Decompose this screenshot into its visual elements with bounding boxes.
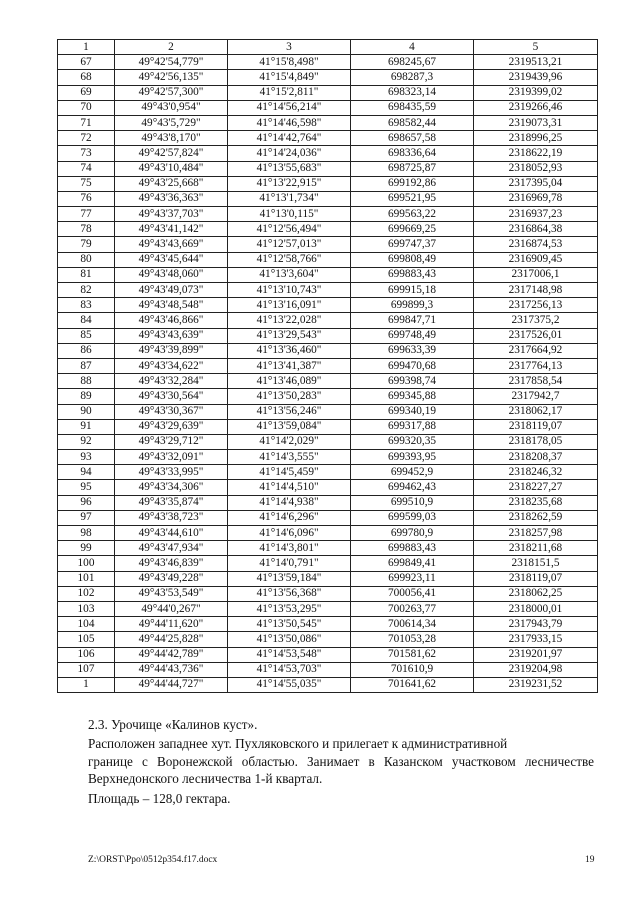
table-cell: 79 (58, 237, 115, 252)
table-row (58, 389, 598, 404)
table-cell: 699780,9 (351, 526, 474, 541)
table-cell: 69 (58, 85, 115, 100)
table-cell: 84 (58, 313, 115, 328)
table-cell: 49°43'48,548" (115, 298, 228, 313)
coordinates-table (57, 39, 598, 693)
table-cell: 49°43'43,639" (115, 328, 228, 343)
table-cell: 699849,41 (351, 556, 474, 571)
coordinates-table-body (58, 40, 598, 693)
table-cell: 49°42'57,300" (115, 85, 228, 100)
table-cell: 49°43'32,091" (115, 450, 228, 465)
table-cell: 2318119,07 (474, 419, 598, 434)
table-row (58, 571, 598, 586)
table-cell: 41°13'53,295" (228, 601, 351, 616)
table-cell: 699899,3 (351, 298, 474, 313)
table-cell: 41°14'55,035" (228, 677, 351, 692)
table-cell: 41°12'57,013" (228, 237, 351, 252)
table-cell: 49°44'25,828" (115, 632, 228, 647)
table-cell: 41°14'5,459" (228, 465, 351, 480)
table-cell: 41°13'1,734" (228, 191, 351, 206)
table-cell: 2318996,25 (474, 131, 598, 146)
table-cell: 2318227,27 (474, 480, 598, 495)
table-cell: 41°12'58,766" (228, 252, 351, 267)
table-row (58, 617, 598, 632)
table-cell: 41°13'10,743" (228, 283, 351, 298)
table-row (58, 450, 598, 465)
table-cell: 41°13'36,460" (228, 343, 351, 358)
table-cell: 698323,14 (351, 85, 474, 100)
table-cell: 72 (58, 131, 115, 146)
table-cell: 106 (58, 647, 115, 662)
table-row (58, 434, 598, 449)
table-row (58, 358, 598, 373)
table-row (58, 419, 598, 434)
table-cell: 699470,68 (351, 358, 474, 373)
table-row (58, 313, 598, 328)
table-row (58, 100, 598, 115)
table-cell: 41°13'16,091" (228, 298, 351, 313)
table-cell: 41°14'3,801" (228, 541, 351, 556)
footer-page-number: 19 (585, 855, 595, 865)
table-cell: 73 (58, 146, 115, 161)
table-cell: 49°43'29,639" (115, 419, 228, 434)
table-cell: 49°43'49,073" (115, 283, 228, 298)
table-cell: 701610,9 (351, 662, 474, 677)
table-cell: 699633,39 (351, 343, 474, 358)
table-cell: 49°43'25,668" (115, 176, 228, 191)
table-cell: 2317148,98 (474, 283, 598, 298)
table-cell: 2318257,98 (474, 526, 598, 541)
table-cell: 699320,35 (351, 434, 474, 449)
table-row (58, 70, 598, 85)
table-cell: 82 (58, 283, 115, 298)
table-cell: 2318000,01 (474, 601, 598, 616)
table-cell: 699599,03 (351, 510, 474, 525)
table-cell: 49°43'43,669" (115, 237, 228, 252)
table-cell: 90 (58, 404, 115, 419)
table-cell: 49°43'46,866" (115, 313, 228, 328)
table-cell: 2317006,1 (474, 267, 598, 282)
table-row (58, 328, 598, 343)
table-cell: 2317395,04 (474, 176, 598, 191)
table-cell: 49°42'54,779" (115, 55, 228, 70)
table-cell: 2317526,01 (474, 328, 598, 343)
table-row (58, 298, 598, 313)
table-cell: 103 (58, 601, 115, 616)
header-cell: 2 (115, 40, 228, 55)
table-cell: 49°43'33,995" (115, 465, 228, 480)
table-cell: 49°42'56,135" (115, 70, 228, 85)
table-cell: 698336,64 (351, 146, 474, 161)
table-cell: 41°14'4,938" (228, 495, 351, 510)
table-cell: 2317664,92 (474, 343, 598, 358)
table-row (58, 131, 598, 146)
table-cell: 699510,9 (351, 495, 474, 510)
table-row (58, 55, 598, 70)
table-row (58, 480, 598, 495)
table-cell: 2316937,23 (474, 207, 598, 222)
table-cell: 2316969,78 (474, 191, 598, 206)
table-cell: 699748,49 (351, 328, 474, 343)
table-cell: 2317858,54 (474, 374, 598, 389)
table-cell: 699883,43 (351, 541, 474, 556)
table-cell: 49°43'38,723" (115, 510, 228, 525)
table-cell: 699462,43 (351, 480, 474, 495)
table-cell: 699808,49 (351, 252, 474, 267)
table-cell: 41°13'29,543" (228, 328, 351, 343)
table-row (58, 267, 598, 282)
table-cell: 49°43'53,549" (115, 586, 228, 601)
table-cell: 101 (58, 571, 115, 586)
header-cell: 4 (351, 40, 474, 55)
table-cell: 81 (58, 267, 115, 282)
table-cell: 41°14'2,029" (228, 434, 351, 449)
table-cell: 2318262,59 (474, 510, 598, 525)
table-row (58, 647, 598, 662)
table-cell: 701641,62 (351, 677, 474, 692)
table-cell: 41°14'0,791" (228, 556, 351, 571)
table-cell: 41°14'46,598" (228, 115, 351, 130)
table-cell: 701581,62 (351, 647, 474, 662)
section-heading: 2.3. Урочище «Калинов куст». (88, 717, 258, 732)
table-cell: 67 (58, 55, 115, 70)
table-cell: 41°13'50,086" (228, 632, 351, 647)
table-row (58, 662, 598, 677)
table-cell: 49°43'39,899" (115, 343, 228, 358)
table-cell: 2318211,68 (474, 541, 598, 556)
table-cell: 49°43'34,622" (115, 358, 228, 373)
table-cell: 41°13'56,246" (228, 404, 351, 419)
paragraph-rest: границе с Воронежской областью. Занимает в Казанском участковом лесничестве Верхнедонского лесничества 1-й квартал. (88, 753, 594, 786)
table-cell: 100 (58, 556, 115, 571)
table-cell: 2318246,32 (474, 465, 598, 480)
table-cell: 41°13'55,683" (228, 161, 351, 176)
table-cell: 2318062,17 (474, 404, 598, 419)
table-cell: 2319266,46 (474, 100, 598, 115)
table-cell: 41°14'42,764" (228, 131, 351, 146)
header-cell: 5 (474, 40, 598, 55)
table-cell: 83 (58, 298, 115, 313)
table-cell: 2318151,5 (474, 556, 598, 571)
table-cell: 49°43'32,284" (115, 374, 228, 389)
table-cell: 49°43'30,367" (115, 404, 228, 419)
table-cell: 41°14'56,214" (228, 100, 351, 115)
table-cell: 49°43'36,363" (115, 191, 228, 206)
table-cell: 78 (58, 222, 115, 237)
table-cell: 699393,95 (351, 450, 474, 465)
table-cell: 96 (58, 495, 115, 510)
table-cell: 2318052,93 (474, 161, 598, 176)
table-row (58, 374, 598, 389)
table-cell: 41°14'24,036" (228, 146, 351, 161)
table-cell: 102 (58, 586, 115, 601)
table-row (58, 343, 598, 358)
description-paragraph (88, 735, 594, 788)
table-row (58, 465, 598, 480)
table-cell: 92 (58, 434, 115, 449)
table-cell: 699192,86 (351, 176, 474, 191)
table-cell: 2319201,97 (474, 647, 598, 662)
table-cell: 49°43'45,644" (115, 252, 228, 267)
table-cell: 698657,58 (351, 131, 474, 146)
table-cell: 104 (58, 617, 115, 632)
table-row (58, 283, 598, 298)
table-cell: 699340,19 (351, 404, 474, 419)
table-row (58, 677, 598, 692)
table-cell: 1 (58, 677, 115, 692)
table-cell: 2318119,07 (474, 571, 598, 586)
table-cell: 49°43'5,729" (115, 115, 228, 130)
table-cell: 49°44'0,267" (115, 601, 228, 616)
table-cell: 49°43'30,564" (115, 389, 228, 404)
table-cell: 2317942,7 (474, 389, 598, 404)
table-cell: 698287,3 (351, 70, 474, 85)
table-cell: 105 (58, 632, 115, 647)
table-cell: 700056,41 (351, 586, 474, 601)
table-cell: 698435,59 (351, 100, 474, 115)
table-cell: 41°15'2,811" (228, 85, 351, 100)
table-row (58, 526, 598, 541)
table-cell: 2319399,02 (474, 85, 598, 100)
table-row (58, 404, 598, 419)
table-row (58, 222, 598, 237)
table-cell: 41°13'0,115" (228, 207, 351, 222)
table-cell: 87 (58, 358, 115, 373)
table-row (58, 146, 598, 161)
table-cell: 699883,43 (351, 267, 474, 282)
table-cell: 41°13'41,387" (228, 358, 351, 373)
table-cell: 49°44'42,789" (115, 647, 228, 662)
table-cell: 699923,11 (351, 571, 474, 586)
table-row (58, 207, 598, 222)
table-cell: 699563,22 (351, 207, 474, 222)
table-cell: 41°13'50,545" (228, 617, 351, 632)
table-cell: 89 (58, 389, 115, 404)
table-cell: 699345,88 (351, 389, 474, 404)
table-cell: 41°13'22,028" (228, 313, 351, 328)
table-cell: 699915,18 (351, 283, 474, 298)
table-cell: 2317375,2 (474, 313, 598, 328)
table-cell: 95 (58, 480, 115, 495)
table-cell: 41°13'59,084" (228, 419, 351, 434)
table-cell: 86 (58, 343, 115, 358)
table-row (58, 495, 598, 510)
table-cell: 41°13'59,184" (228, 571, 351, 586)
table-cell: 49°43'8,170" (115, 131, 228, 146)
table-cell: 71 (58, 115, 115, 130)
table-cell: 698245,67 (351, 55, 474, 70)
table-cell: 41°13'3,604" (228, 267, 351, 282)
table-cell: 49°43'49,228" (115, 571, 228, 586)
table-row (58, 191, 598, 206)
table-row (58, 237, 598, 252)
table-cell: 41°15'8,498" (228, 55, 351, 70)
table-row (58, 176, 598, 191)
table-cell: 49°43'29,712" (115, 434, 228, 449)
table-cell: 68 (58, 70, 115, 85)
table-cell: 41°14'6,296" (228, 510, 351, 525)
table-cell: 699747,37 (351, 237, 474, 252)
table-cell: 2318208,37 (474, 450, 598, 465)
table-row (58, 510, 598, 525)
table-cell: 2317943,79 (474, 617, 598, 632)
table-cell: 41°12'56,494" (228, 222, 351, 237)
table-cell: 41°15'4,849" (228, 70, 351, 85)
table-cell: 49°43'46,839" (115, 556, 228, 571)
table-cell: 49°43'0,954" (115, 100, 228, 115)
table-cell: 699452,9 (351, 465, 474, 480)
table-cell: 700614,34 (351, 617, 474, 632)
table-cell: 2317933,15 (474, 632, 598, 647)
table-cell: 2319231,52 (474, 677, 598, 692)
table-row (58, 632, 598, 647)
table-cell: 80 (58, 252, 115, 267)
table-cell: 49°43'10,484" (115, 161, 228, 176)
header-cell: 1 (58, 40, 115, 55)
table-cell: 88 (58, 374, 115, 389)
table-cell: 2318235,68 (474, 495, 598, 510)
table-cell: 698582,44 (351, 115, 474, 130)
table-cell: 2316909,45 (474, 252, 598, 267)
table-cell: 49°43'35,874" (115, 495, 228, 510)
table-cell: 49°44'11,620" (115, 617, 228, 632)
table-cell: 699847,71 (351, 313, 474, 328)
table-cell: 2317764,13 (474, 358, 598, 373)
table-cell: 93 (58, 450, 115, 465)
table-cell: 2316874,53 (474, 237, 598, 252)
table-cell: 49°43'48,060" (115, 267, 228, 282)
footer-file-path: Z:\ORST\Ppo\0512p354.f17.docx (88, 855, 218, 865)
table-cell: 699521,95 (351, 191, 474, 206)
table-cell: 41°13'50,283" (228, 389, 351, 404)
table-cell: 700263,77 (351, 601, 474, 616)
table-cell: 49°43'44,610" (115, 526, 228, 541)
table-cell: 97 (58, 510, 115, 525)
table-cell: 85 (58, 328, 115, 343)
table-cell: 699669,25 (351, 222, 474, 237)
table-cell: 107 (58, 662, 115, 677)
table-cell: 2318622,19 (474, 146, 598, 161)
table-row (58, 252, 598, 267)
table-cell: 2317256,13 (474, 298, 598, 313)
table-cell: 77 (58, 207, 115, 222)
table-row (58, 115, 598, 130)
area-text: Площадь – 128,0 гектара. (88, 791, 231, 806)
table-cell: 699317,88 (351, 419, 474, 434)
table-cell: 91 (58, 419, 115, 434)
table-cell: 75 (58, 176, 115, 191)
table-cell: 49°44'44,727" (115, 677, 228, 692)
table-cell: 41°14'53,703" (228, 662, 351, 677)
table-row (58, 161, 598, 176)
table-cell: 49°43'41,142" (115, 222, 228, 237)
table-cell: 698725,87 (351, 161, 474, 176)
table-row (58, 85, 598, 100)
paragraph-first-line: Расположен западнее хут. Пухляковского и прилегает к административной (88, 736, 508, 751)
table-cell: 2319204,98 (474, 662, 598, 677)
table-cell: 41°13'46,089" (228, 374, 351, 389)
table-row (58, 586, 598, 601)
table-cell: 2319073,31 (474, 115, 598, 130)
table-cell: 2318062,25 (474, 586, 598, 601)
table-cell: 49°43'34,306" (115, 480, 228, 495)
table-row (58, 541, 598, 556)
table-cell: 94 (58, 465, 115, 480)
table-row (58, 601, 598, 616)
table-cell: 41°14'53,548" (228, 647, 351, 662)
table-cell: 76 (58, 191, 115, 206)
table-cell: 2319439,96 (474, 70, 598, 85)
table-cell: 2319513,21 (474, 55, 598, 70)
table-cell: 41°14'3,555" (228, 450, 351, 465)
table-cell: 701053,28 (351, 632, 474, 647)
table-cell: 41°13'56,368" (228, 586, 351, 601)
table-cell: 49°42'57,824" (115, 146, 228, 161)
table-cell: 99 (58, 541, 115, 556)
table-row (58, 556, 598, 571)
table-cell: 49°43'37,703" (115, 207, 228, 222)
table-cell: 699398,74 (351, 374, 474, 389)
table-cell: 41°14'4,510" (228, 480, 351, 495)
table-cell: 2318178,05 (474, 434, 598, 449)
table-cell: 70 (58, 100, 115, 115)
table-cell: 74 (58, 161, 115, 176)
table-cell: 98 (58, 526, 115, 541)
table-cell: 41°13'22,915" (228, 176, 351, 191)
header-cell: 3 (228, 40, 351, 55)
table-cell: 49°44'43,736" (115, 662, 228, 677)
table-header-row (58, 40, 598, 55)
table-cell: 2316864,38 (474, 222, 598, 237)
table-cell: 41°14'6,096" (228, 526, 351, 541)
table-cell: 49°43'47,934" (115, 541, 228, 556)
